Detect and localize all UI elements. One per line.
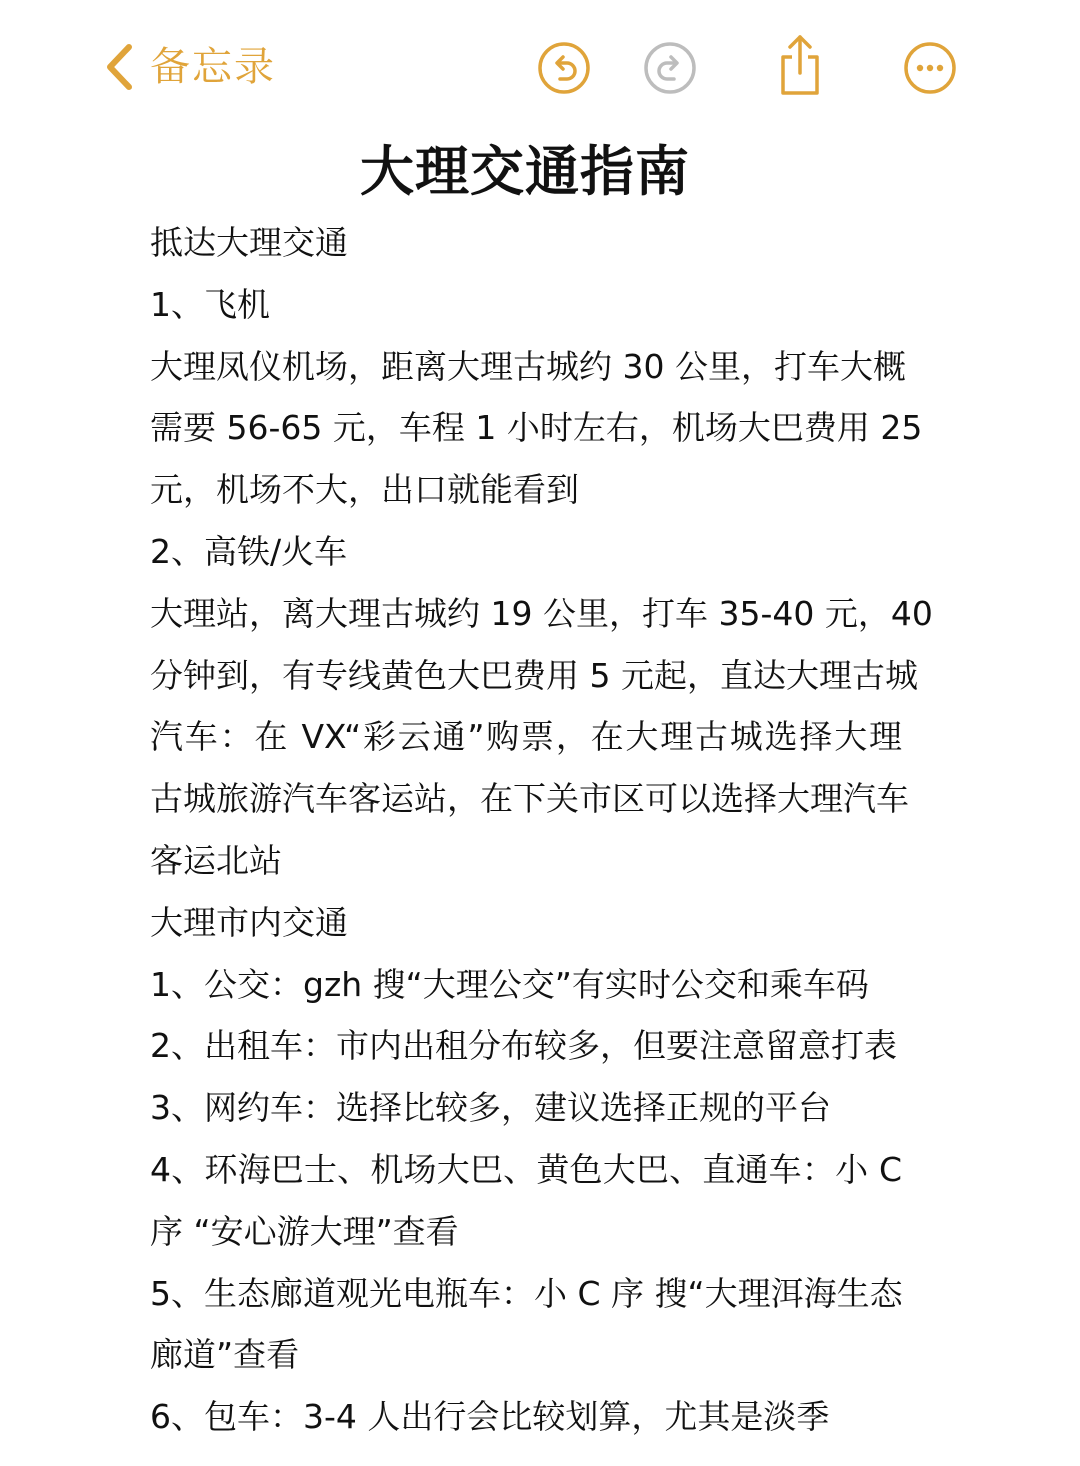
back-button[interactable] [104,36,276,98]
note-line: 2、出租车：市内出租分布较多，但要注意留意打表 [150,1026,897,1066]
note-line: 序 “安心游大理”查看 [150,1211,459,1251]
note-line: 分钟到，有专线黄色大巴费用 5 元起，直达大理古城 [150,655,918,695]
note-line: 廊道”查看 [150,1335,300,1375]
note-line: 大理市内交通 [150,902,348,942]
more-button[interactable] [900,38,960,98]
undo-button[interactable] [534,38,594,98]
note-line: 抵达大理交通 [150,223,348,262]
note-line: 1、飞机 [150,284,270,324]
note-line: 需要 56-65 元，车程 1 小时左右，机场大巴费用 25 [150,408,923,448]
note-line: 客运北站 [150,840,282,880]
redo-button[interactable] [640,38,700,98]
toolbar [0,0,1080,130]
redo-icon [642,40,698,96]
back-label: 备忘录 [150,44,276,90]
note-line: 1、公交：gzh 搜“大理公交”有实时公交和乘车码 [150,964,869,1004]
more-icon [902,40,958,96]
note-body[interactable] [150,212,933,1448]
undo-icon [536,40,592,96]
note-line: 古城旅游汽车客运站，在下关市区可以选择大理汽车 [150,779,909,819]
note-line: 汽车：在 VX“彩云通”购票，在大理古城选择大理 [150,717,902,757]
note-line: 4、环海巴士、机场大巴、黄色大巴、直通车：小 C [150,1149,902,1189]
note-line: 元，机场不大，出口就能看到 [150,470,579,510]
share-button[interactable] [770,32,830,98]
share-icon [775,33,825,97]
note-title: 大理交通指南 [360,140,690,203]
chevron-left-icon [104,43,134,91]
note-line: 3、网约车：选择比较多，建议选择正规的平台 [150,1088,831,1128]
note-line: 大理凤仪机场，距离大理古城约 30 公里，打车大概 [150,346,906,386]
note-line: 大理站，离大理古城约 19 公里，打车 35-40 元，40 [150,593,933,633]
note-line: 5、生态廊道观光电瓶车：小 C 序 搜“大理洱海生态 [150,1273,903,1313]
note-line: 6、包车：3-4 人出行会比较划算，尤其是淡季 [150,1397,830,1437]
note-line: 2、高铁/火车 [150,531,348,571]
